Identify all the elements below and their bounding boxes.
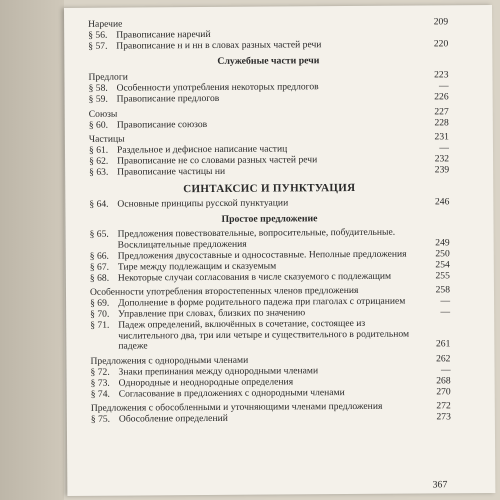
toc-entry-title: Обособление определений: [118, 412, 228, 425]
toc-entry-page: 246: [434, 195, 450, 207]
toc-entry-number: § 66.: [89, 250, 109, 262]
toc-entry-title: Согласование в предложениях с однородными членами: [118, 386, 345, 400]
toc-entry-number: § 63.: [89, 166, 109, 178]
toc-entry-number: § 70.: [90, 308, 110, 320]
toc-entry-title: Однородные и неоднородные определения: [118, 376, 294, 389]
toc-entry-title: Правописание наречий: [116, 28, 211, 41]
toc-entry-number: § 57.: [88, 40, 108, 52]
toc-entry-page: 255: [435, 269, 450, 281]
toc-entry-page: 209: [433, 16, 449, 28]
toc-entry-title: Управление при словах, близких по значению: [118, 307, 306, 320]
toc-entry-page: 232: [434, 153, 450, 165]
toc-entry-title: Знаки препинания между однородными членами: [118, 365, 319, 378]
toc-entry-page: —: [440, 364, 451, 376]
toc-entry-page: —: [440, 295, 451, 307]
toc-entry-title: Правописание частицы ни: [117, 165, 226, 178]
toc-entry-page: 270: [436, 385, 451, 397]
toc-entry-page: —: [440, 306, 451, 318]
toc-entry-number: § 61.: [88, 144, 109, 157]
toc-entry-page: 262: [436, 353, 451, 365]
toc-entry-title: Предлоги: [88, 71, 128, 84]
toc-entry-title: Дополнение в форме родительного падежа при глаголах с отрицанием: [118, 295, 406, 309]
toc-entry-page: 272: [436, 400, 451, 412]
toc-entry-number: § 73.: [90, 377, 110, 389]
section-heading: Простое предложение: [221, 213, 318, 226]
toc-entry-title: Раздельное и дефисное написание частиц: [116, 143, 288, 156]
toc-entry: [89, 118, 449, 131]
toc-entry-title: Особенности употребления некоторых предлогов: [116, 81, 319, 94]
toc-entry-page: 231: [434, 131, 449, 143]
toc-entry-number: § 60.: [88, 119, 109, 131]
toc-entry-number: § 56.: [88, 29, 108, 41]
toc-entry: [88, 39, 448, 52]
book-page: [64, 5, 495, 496]
toc-entry-number: § 65.: [89, 229, 109, 241]
toc-entry-number: § 74.: [90, 388, 110, 400]
toc-entry-title: Особенности употребления второстепенных членов предложения: [89, 285, 359, 299]
toc-entry-number: § 64.: [89, 198, 109, 210]
toc-entry-title: Наречие: [88, 18, 123, 30]
toc-entry-title: Предложения двусоставные и односоставные. Неполные предложения: [117, 248, 407, 262]
toc-entry-number: § 59.: [88, 93, 108, 105]
toc-entry-page: 261: [435, 338, 451, 350]
toc-entry-page: 273: [436, 411, 451, 423]
toc-entry-title: Предложения с однородными членами: [90, 354, 249, 367]
toc-entry-page: —: [439, 142, 450, 154]
toc-entry-page: 228: [434, 116, 449, 128]
toc-entry-page: 250: [435, 248, 450, 260]
toc-entry: [91, 387, 451, 400]
toc-entry-title: Тире между подлежащим и сказуемым: [117, 260, 277, 273]
book-spine-shadow: [0, 0, 64, 500]
toc-entry-title: Правописание союзов: [116, 118, 208, 131]
toc-entry-title: Правописание н и нн в словах разных частей речи: [116, 38, 322, 52]
toc-entry: [90, 271, 450, 284]
page-number: 367: [432, 479, 448, 491]
toc-entry-title: Предложения с обособленными и уточняющими членами предложения: [90, 401, 383, 415]
toc-entry: [91, 412, 451, 425]
toc-entry-title: Некоторые случаи согласования в числе сказуемого с подлежащим: [117, 270, 392, 284]
toc-entry: [90, 318, 450, 353]
toc-entry-number: § 67.: [89, 261, 110, 273]
toc-entry-page: 254: [435, 259, 450, 271]
toc-entry-number: § 71.: [90, 319, 110, 331]
section-heading: Служебные части речи: [217, 55, 320, 68]
toc-entry-number: § 75.: [90, 413, 111, 425]
toc-entry-number: § 68.: [89, 272, 110, 284]
toc-entry: [89, 165, 449, 178]
toc-entry-title: Правописание не со словами разных частей речи: [117, 154, 318, 167]
toc-entry-page: 220: [433, 37, 449, 50]
part-heading: СИНТАКСИС И ПУНКТУАЦИЯ: [183, 181, 356, 195]
toc-entry-page: 223: [434, 69, 449, 81]
toc-entry-title: Основные принципы русской пунктуации: [117, 197, 289, 210]
toc-entry-page: —: [438, 80, 449, 92]
toc-entry-title: Предложения повествовательные, вопросительные, побудительные. Восклицательные предложения: [117, 227, 396, 251]
toc-entry-title: Частицы: [88, 133, 125, 146]
toc-entry: [89, 92, 449, 105]
toc-entry-page: 249: [435, 237, 450, 249]
toc-entry-title: Правописание предлогов: [116, 92, 220, 105]
toc-entry-title: Падеж определений, включённых в сочетание, состоящее из числительного два, три или четыре и существительного в родительном падеже: [118, 317, 410, 352]
table-of-contents: [88, 13, 451, 425]
toc-entry-number: § 72.: [90, 366, 110, 378]
toc-entry-page: 226: [434, 91, 449, 103]
toc-entry-page: 227: [434, 106, 449, 118]
toc-entry: [89, 197, 449, 210]
toc-entry-number: § 69.: [90, 297, 110, 309]
toc-entry-title: Союзы: [88, 108, 118, 120]
toc-entry-page: 258: [435, 284, 451, 296]
toc-entry-number: § 58.: [88, 82, 108, 95]
toc-entry-number: § 62.: [89, 155, 109, 167]
toc-entry-page: 239: [434, 164, 450, 176]
toc-entry-page: 268: [436, 375, 451, 387]
